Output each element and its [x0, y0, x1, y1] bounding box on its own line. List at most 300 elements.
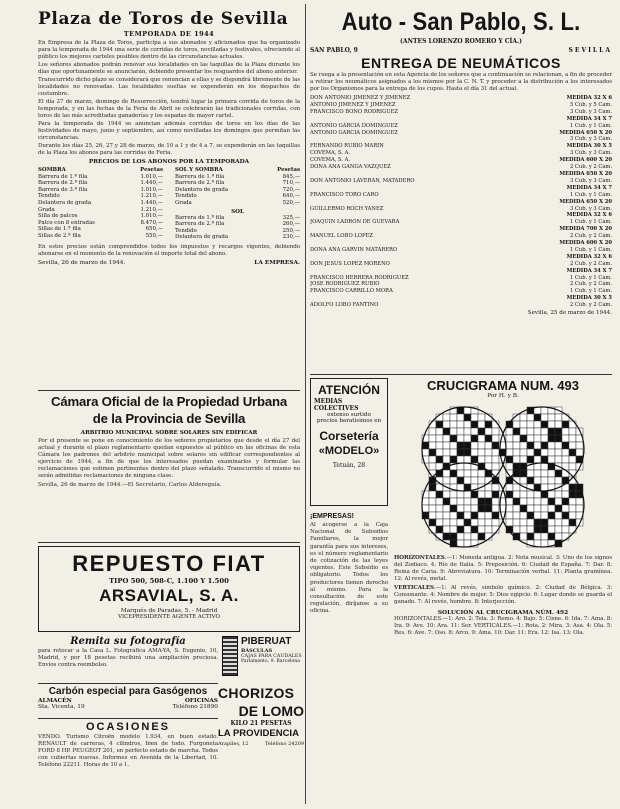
sol-row — [175, 221, 300, 228]
grid-black-cell — [457, 526, 464, 533]
grid-white-cell — [548, 505, 555, 512]
col-pesetas: Pesetas — [140, 167, 163, 173]
grid-white-cell — [534, 435, 541, 442]
grid-black-cell — [478, 505, 485, 512]
grid-white-cell — [555, 456, 562, 463]
grid-white-cell — [471, 470, 478, 477]
grid-white-cell — [485, 428, 492, 435]
sombra-row — [38, 174, 163, 181]
solution-title: SOLUCIÓN AL CRUCIGRAMA NÚM. 492 — [437, 610, 569, 616]
auto-row — [310, 192, 612, 199]
grid-white-cell — [527, 428, 534, 435]
grid-white-cell — [464, 407, 471, 414]
grid-white-cell — [464, 477, 471, 484]
sol-value: 230,— — [282, 234, 300, 241]
plaza-signature: LA EMPRESA. — [254, 259, 300, 266]
grid-black-cell — [492, 491, 499, 498]
auto-date: Sevilla, 25 de marzo de 1944. — [527, 310, 612, 317]
auto-value: MEDIDA 30 X 5 — [566, 143, 612, 150]
grid-black-cell — [471, 456, 478, 463]
grid-white-cell — [576, 449, 583, 456]
chorizos-brand: LA PROVIDENCIA — [218, 728, 299, 739]
grid-white-cell — [457, 414, 464, 421]
grid-white-cell — [520, 442, 527, 449]
grid-white-cell — [457, 505, 464, 512]
sombra-value: 1.210,— — [140, 193, 163, 200]
grid-white-cell — [541, 498, 548, 505]
grid-black-cell — [464, 484, 471, 491]
grid-white-cell — [422, 505, 429, 512]
sol-label: Barrera de 1.ª fila — [175, 214, 225, 221]
auto-row — [310, 206, 612, 213]
grid-white-cell — [576, 498, 583, 505]
grid-white-cell — [541, 512, 548, 519]
grid-black-cell — [478, 498, 485, 505]
auto-row — [310, 226, 612, 233]
col-solysombra: SOL Y SOMBRA — [175, 167, 223, 173]
auto-rows — [310, 95, 612, 309]
sombra-label: Barrera de 3.ª fila — [38, 186, 88, 193]
grid-black-cell — [569, 519, 576, 526]
sombra-value: 1.010,— — [140, 186, 163, 193]
solysombra-value: 710,— — [282, 180, 300, 187]
grid-black-cell — [436, 491, 443, 498]
auto-row — [310, 123, 612, 130]
grid-white-cell — [534, 428, 541, 435]
grid-white-cell — [506, 449, 513, 456]
carbon-addr: Sta. Vicenta, 19 — [38, 704, 85, 710]
grid-black-cell — [548, 428, 555, 435]
empresas-ad — [310, 512, 388, 642]
grid-black-cell — [569, 484, 576, 491]
auto-row — [310, 261, 612, 268]
auto-value: 1 Cub. y 1 Cám. — [569, 274, 612, 281]
grid-white-cell — [576, 505, 583, 512]
grid-white-cell — [457, 491, 464, 498]
sombra-value: 8.470,— — [140, 219, 163, 226]
grid-white-cell — [527, 505, 534, 512]
sombra-row — [38, 233, 163, 240]
sombra-label: Grada — [38, 206, 55, 213]
grid-white-cell — [429, 498, 436, 505]
grid-white-cell — [464, 435, 471, 442]
grid-white-cell — [569, 428, 576, 435]
camara-body: Por el presente se pone en conocimiento de los señores propietarios que desde el día 27 del actual y durante el plazo reglamentario quedan expuestos al público en las oficinas de esta Cámara los padrones del arbitrio municipal sobre solares sin edificar correspondientes al ejercicio de 1944, a fin de que los interesados puedan examinarlos y formular las reclamaciones que estimen pertinentes dentro del plazo señalado. Transcurrido el mismo no serán admitidas reclamaciones de ninguna clase. — [38, 438, 300, 479]
grid-white-cell — [548, 491, 555, 498]
auto-value: 2 Cub. y 2 Cám. — [569, 233, 612, 240]
sombra-value: 1.010,— — [140, 213, 163, 220]
grid-white-cell — [450, 442, 457, 449]
grid-white-cell — [527, 498, 534, 505]
grid-white-cell — [506, 442, 513, 449]
grid-white-cell — [492, 463, 499, 470]
auto-row — [310, 275, 612, 282]
grid-white-cell — [443, 512, 450, 519]
grid-black-cell — [450, 533, 457, 540]
grid-black-cell — [471, 491, 478, 498]
grid-white-cell — [429, 428, 436, 435]
grid-white-cell — [520, 491, 527, 498]
grid-black-cell — [548, 498, 555, 505]
grid-white-cell — [506, 435, 513, 442]
grid-white-cell — [555, 519, 562, 526]
grid-white-cell — [457, 484, 464, 491]
sombra-label: Delantera de grada — [38, 199, 92, 206]
grid-black-cell — [471, 512, 478, 519]
grid-white-cell — [569, 512, 576, 519]
grid-white-cell — [443, 435, 450, 442]
foto-title: Remita su fotografía — [70, 636, 186, 647]
grid-white-cell — [548, 442, 555, 449]
auto-value: MEDIDA 650 X 20 — [559, 129, 612, 136]
grid-white-cell — [485, 491, 492, 498]
auto-row — [310, 164, 612, 171]
grid-white-cell — [492, 505, 499, 512]
grid-white-cell — [443, 421, 450, 428]
grid-black-cell — [457, 512, 464, 519]
grid-white-cell — [457, 519, 464, 526]
grid-white-cell — [548, 421, 555, 428]
sombra-label: Sillas de 1.ª fila — [38, 226, 81, 233]
grid-black-cell — [555, 428, 562, 435]
grid-white-cell — [520, 533, 527, 540]
crucigrama-author: Por H. y B. — [487, 393, 519, 399]
sol-label: Barrera de 2.ª fila — [175, 221, 225, 228]
auto-row — [310, 268, 612, 275]
grid-white-cell — [429, 491, 436, 498]
auto-value: 3 Cub. y 3 Cám. — [569, 136, 612, 143]
grid-white-cell — [492, 484, 499, 491]
grid-white-cell — [506, 428, 513, 435]
safe-icon — [222, 636, 238, 676]
sombra-value: 1.210,— — [140, 206, 163, 213]
grid-black-cell — [569, 449, 576, 456]
grid-white-cell — [562, 533, 569, 540]
grid-white-cell — [436, 442, 443, 449]
grid-white-cell — [569, 435, 576, 442]
grid-white-cell — [555, 526, 562, 533]
auto-row — [310, 136, 612, 143]
auto-label: GUILLERMO ROCH YAÑEZ — [310, 205, 384, 212]
vert-clues: 1: Al revés, simbolo químico. 2: Ciudad de Bélgica. 3: Consonante. 4: Nombre de mujer. 5: Dios egipcio. 6: Lugar donde se guarda el ganado. 7: Al revés, hombre. 8: Interjección. — [394, 585, 612, 605]
auto-label: DOÑA ANA GARVÍN MATARERO — [310, 246, 398, 253]
solysombra-row — [175, 180, 300, 187]
grid-black-cell — [492, 442, 499, 449]
auto-label: ANTONIO GARCÍA DOMÍNGUEZ — [310, 129, 398, 136]
auto-label: MANUEL LOBO LÓPEZ — [310, 233, 373, 240]
grid-white-cell — [562, 456, 569, 463]
grid-white-cell — [562, 505, 569, 512]
atencion-addr: Tetuán, 28 — [332, 462, 366, 469]
grid-white-cell — [457, 498, 464, 505]
grid-black-cell — [485, 498, 492, 505]
auto-label: DOÑA ANA GANGA VÁZQUEZ — [310, 164, 391, 171]
auto-value: MEDIDA 30 X 5 — [566, 295, 612, 302]
grid-white-cell — [450, 498, 457, 505]
auto-row — [310, 150, 612, 157]
grid-white-cell — [478, 442, 485, 449]
grid-white-cell — [485, 512, 492, 519]
sombra-row — [38, 200, 163, 207]
grid-white-cell — [513, 484, 520, 491]
sombra-label: Palco con 8 entradas — [38, 219, 95, 226]
grid-black-cell — [534, 414, 541, 421]
grid-black-cell — [485, 421, 492, 428]
grid-white-cell — [464, 428, 471, 435]
auto-label: FRANCISCO CARRILLO MORA — [310, 288, 393, 295]
grid-black-cell — [562, 421, 569, 428]
fiat-agent: VICEPRESIDENTE AGENTE ACTIVO — [118, 614, 220, 620]
grid-white-cell — [422, 449, 429, 456]
grid-white-cell — [548, 470, 555, 477]
plaza-closing: En estos precios están comprendidos todos los impuestos y recargos vigentes, debiendo abonarse en el momento de la renovación el importe total del abono. — [38, 243, 300, 257]
grid-black-cell — [443, 428, 450, 435]
solysombra-label: Tendido — [175, 193, 197, 200]
grid-white-cell — [457, 428, 464, 435]
grid-white-cell — [513, 526, 520, 533]
grid-white-cell — [450, 512, 457, 519]
carbon-tel: Teléfono 21890 — [172, 704, 218, 710]
sombra-rows — [38, 174, 163, 240]
grid-white-cell — [527, 470, 534, 477]
grid-white-cell — [464, 512, 471, 519]
sombra-row — [38, 220, 163, 227]
grid-black-cell — [450, 505, 457, 512]
sombra-label: Silla de palcos — [38, 213, 78, 220]
grid-white-cell — [541, 449, 548, 456]
horiz-title: HORIZONTALES — [394, 555, 445, 561]
auto-value: 3 Cub. y 3 Cám. — [569, 108, 612, 115]
grid-white-cell — [450, 414, 457, 421]
grid-black-cell — [492, 512, 499, 519]
grid-white-cell — [457, 540, 464, 547]
crucigrama-cells — [422, 407, 583, 547]
grid-white-cell — [541, 477, 548, 484]
auto-value: MEDIDA 650 X 20 — [559, 198, 612, 205]
auto-label: FRANCISCO TORO CARO — [310, 191, 379, 198]
chorizos-tel: Teléfono 24209 — [264, 741, 304, 747]
auto-label: FRANCISCO HERRERA RODRÍGUEZ — [310, 274, 409, 281]
grid-white-cell — [513, 442, 520, 449]
grid-black-cell — [436, 456, 443, 463]
grid-white-cell — [471, 442, 478, 449]
grid-white-cell — [485, 519, 492, 526]
grid-black-cell — [464, 519, 471, 526]
solysombra-label: Barrera de 2.ª fila — [175, 180, 225, 187]
grid-white-cell — [429, 463, 436, 470]
auto-value: 2 Cub. y 2 Cám. — [569, 302, 612, 309]
auto-label: FRANCISCO BONO RODRÍGUEZ — [310, 108, 399, 115]
atencion-line-4: precios baratísimos en — [316, 418, 382, 424]
auto-row — [310, 178, 612, 185]
grid-white-cell — [443, 456, 450, 463]
grid-white-cell — [478, 435, 485, 442]
grid-black-cell — [457, 407, 464, 414]
grid-white-cell — [436, 428, 443, 435]
crucigrama-section: CRUCIGRAMA NUM. 493 Por H. y B. HORIZONTALES.—1: Moneda antigua. 2: Nota musical. 3: Uno de los signos del Zodiaco. 4: Río de Italia. 5: Preposición. 6: Ciudad de España. 7: Dar. 8: Reina de Caria. 9: Abreviatura. 10: Terminación verbal. 11: Planta gramínea. 12: Al revés, metal. VERTICALES.—1: Al revés, simbolo químico. 2: Ciudad de Bélgica. 3: Consonante. 4: Nombre de mujer. 5: Dios egipcio. 6: Lugar donde se guarda el ganado. 7: Al revés, hombre. 8: Interjección. SOLUCIÓN AL CRUCIGRAMA NÚM. 492 HORIZONTALES.—1: Aro. 2: Tela. 3: Remo. 4: Bajo. 5: Cisne. 6: Ida. 7: Ama. 8: Ira. 9: Ave. 10: Ara. 11: Ser. VERTICALES.—1: Rota. 2: Mira. 3: Asa. 4: Ola. 5: Res. 6: Ave. 7: Oso. 8: Arco. 9: Ama. 10: Dar. 11: Era. 12: Isa. 13: Ola. — [394, 378, 612, 636]
auto-value: 1 Cub. y 1 Cám. — [569, 288, 612, 295]
grid-white-cell — [464, 526, 471, 533]
auto-subtitle: (ANTES LORENZO ROMERO Y CÍA.) — [400, 38, 522, 45]
plaza-date: Sevilla, 26 de marzo de 1944. — [38, 259, 126, 266]
grid-white-cell — [464, 463, 471, 470]
grid-white-cell — [443, 519, 450, 526]
fiat-address: Marqués de Paradas, 5. - Madrid — [120, 608, 218, 614]
grid-white-cell — [506, 512, 513, 519]
grid-white-cell — [429, 442, 436, 449]
grid-black-cell — [548, 512, 555, 519]
auto-value: MEDIDA 34 X 7 — [566, 184, 612, 191]
grid-white-cell — [450, 449, 457, 456]
auto-heading: ENTREGA DE NEUMÁTICOS — [361, 55, 561, 71]
grid-white-cell — [520, 449, 527, 456]
rule-2 — [38, 542, 300, 543]
grid-white-cell — [569, 456, 576, 463]
auto-label: FERNANDO RUBIO MARÍN — [310, 143, 384, 150]
grid-white-cell — [520, 414, 527, 421]
rule-3 — [38, 683, 218, 684]
grid-white-cell — [478, 414, 485, 421]
auto-value: 2 Cub. y 2 Cám. — [569, 281, 612, 288]
grid-white-cell — [548, 456, 555, 463]
sombra-label: Barrera de 1.ª fila — [38, 173, 88, 180]
grid-white-cell — [471, 505, 478, 512]
grid-white-cell — [527, 491, 534, 498]
grid-black-cell — [457, 442, 464, 449]
auto-row — [310, 130, 612, 137]
grid-black-cell — [429, 519, 436, 526]
grid-white-cell — [555, 533, 562, 540]
grid-white-cell — [555, 449, 562, 456]
grid-white-cell — [534, 533, 541, 540]
grid-white-cell — [478, 470, 485, 477]
grid-white-cell — [555, 498, 562, 505]
solysombra-value: 640,— — [282, 193, 300, 200]
camara-footer: Sevilla, 26 de marzo de 1944.—El Secretario, Carlos Aldereguía. — [38, 482, 222, 488]
grid-white-cell — [562, 449, 569, 456]
rule-5 — [310, 374, 612, 375]
grid-white-cell — [520, 498, 527, 505]
plaza-para-6: Durante los días 25, 26, 27 y 28 de marzo, de 10 a 1 y de 4 a 7, se expenderán en las taquillas de la Plaza los abonos para las corridas de Feria. — [38, 143, 300, 156]
grid-black-cell — [429, 484, 436, 491]
grid-white-cell — [555, 421, 562, 428]
grid-white-cell — [555, 414, 562, 421]
auto-row — [310, 143, 612, 150]
grid-white-cell — [520, 428, 527, 435]
grid-white-cell — [478, 449, 485, 456]
grid-white-cell — [429, 505, 436, 512]
grid-black-cell — [513, 428, 520, 435]
auto-label: JOAQUÍN LADRÓN DE GUEVARA — [310, 219, 400, 226]
grid-white-cell — [541, 533, 548, 540]
auto-value: MEDIDA 600 X 20 — [559, 157, 612, 164]
plaza-para-1: En Empresa de la Plaza de Toros, participa a sus abonados y aficionados que ha organizado para la temporada de 1944 una serie de corridas de toros, novilladas y festivales, ofreciendo al público los mejores carteles posibles dentro de las circunstancias actuales. — [38, 40, 300, 60]
foto-body: para retocar a la Casa L. Fotográfica AMA-YA, S. Eugenio, 10, Madrid, y por 18 pesetas recibirá una ampliación preciosa. Envíos contra reembolso. — [38, 648, 218, 668]
chorizos-line1: CHORIZOS — [218, 685, 295, 701]
grid-white-cell — [443, 442, 450, 449]
grid-white-cell — [534, 505, 541, 512]
sol-row — [175, 228, 300, 235]
grid-white-cell — [492, 428, 499, 435]
grid-white-cell — [471, 533, 478, 540]
grid-white-cell — [436, 449, 443, 456]
auto-row — [310, 247, 612, 254]
plaza-title: Plaza de Toros de Sevilla — [38, 9, 289, 29]
sombra-value: 650,— — [145, 226, 163, 233]
grid-white-cell — [506, 498, 513, 505]
grid-white-cell — [520, 456, 527, 463]
grid-white-cell — [443, 526, 450, 533]
solysombra-row — [175, 200, 300, 207]
chorizos-addr: Arapiles, 12 — [218, 741, 249, 747]
fiat-title: REPUESTO FIAT — [72, 551, 266, 576]
sol-row — [175, 215, 300, 222]
grid-white-cell — [464, 533, 471, 540]
sombra-value: 1.440,— — [140, 180, 163, 187]
grid-white-cell — [562, 519, 569, 526]
empresas-title: ¡EMPRESAS! — [310, 513, 354, 520]
grid-white-cell — [464, 498, 471, 505]
solysombra-rows — [175, 174, 300, 207]
grid-white-cell — [513, 449, 520, 456]
crucigrama-title: CRUCIGRAMA NUM. 493 — [427, 378, 579, 393]
auto-row — [310, 199, 612, 206]
atencion-line-3: extenso surtido — [327, 412, 371, 418]
grid-white-cell — [443, 491, 450, 498]
atencion-title: ATENCIÓN — [318, 383, 380, 397]
sol-title: SOL — [231, 208, 244, 215]
grid-white-cell — [478, 477, 485, 484]
crucigrama-grid — [394, 401, 612, 551]
auto-label: JOSÉ RODRÍGUEZ RUBIO — [310, 281, 380, 288]
grid-white-cell — [576, 442, 583, 449]
grid-black-cell — [555, 435, 562, 442]
grid-white-cell — [513, 435, 520, 442]
atencion-brand-1: Corsetería — [319, 429, 379, 443]
sol-value: 250,— — [282, 227, 300, 234]
grid-white-cell — [541, 407, 548, 414]
piberuat-addr: Parlamento, 9. Barcelona — [241, 659, 300, 664]
camara-title: Cámara Oficial de la Propiedad Urbana de la Provincia de Sevilla — [51, 394, 287, 426]
grid-black-cell — [457, 449, 464, 456]
auto-body: Se ruega a la presentación en esta Agencia de los señores que a continuación se relacionan, a fin de proceder a retirar los neumáticos asignados a los mismos por la C. N. T. y proceder a la distribución a los interesados por los Organismos para la entrega de los cupos. Hasta el día 31 del actual. — [310, 72, 612, 92]
grid-white-cell — [457, 456, 464, 463]
auto-value: 3 Cub. y 3 Cám. — [569, 150, 612, 157]
plaza-subtitle: TEMPORADA DE 1944 — [123, 30, 215, 38]
grid-black-cell — [464, 449, 471, 456]
grid-black-cell — [450, 470, 457, 477]
grid-white-cell — [450, 491, 457, 498]
sombra-label: Barrera de 2.ª fila — [38, 180, 88, 187]
grid-white-cell — [450, 421, 457, 428]
grid-white-cell — [478, 491, 485, 498]
rule-4 — [38, 718, 218, 719]
grid-black-cell — [478, 533, 485, 540]
grid-white-cell — [562, 435, 569, 442]
auto-label: ANTONIO GARCÍA DOMÍNGUEZ — [310, 122, 398, 129]
grid-white-cell — [569, 505, 576, 512]
grid-black-cell — [436, 421, 443, 428]
grid-white-cell — [534, 456, 541, 463]
ocasiones-ad — [38, 720, 218, 804]
grid-white-cell — [471, 414, 478, 421]
grid-white-cell — [548, 526, 555, 533]
grid-white-cell — [555, 442, 562, 449]
auto-section — [310, 6, 612, 370]
rule-1 — [38, 390, 300, 391]
grid-white-cell — [464, 540, 471, 547]
grid-white-cell — [534, 498, 541, 505]
